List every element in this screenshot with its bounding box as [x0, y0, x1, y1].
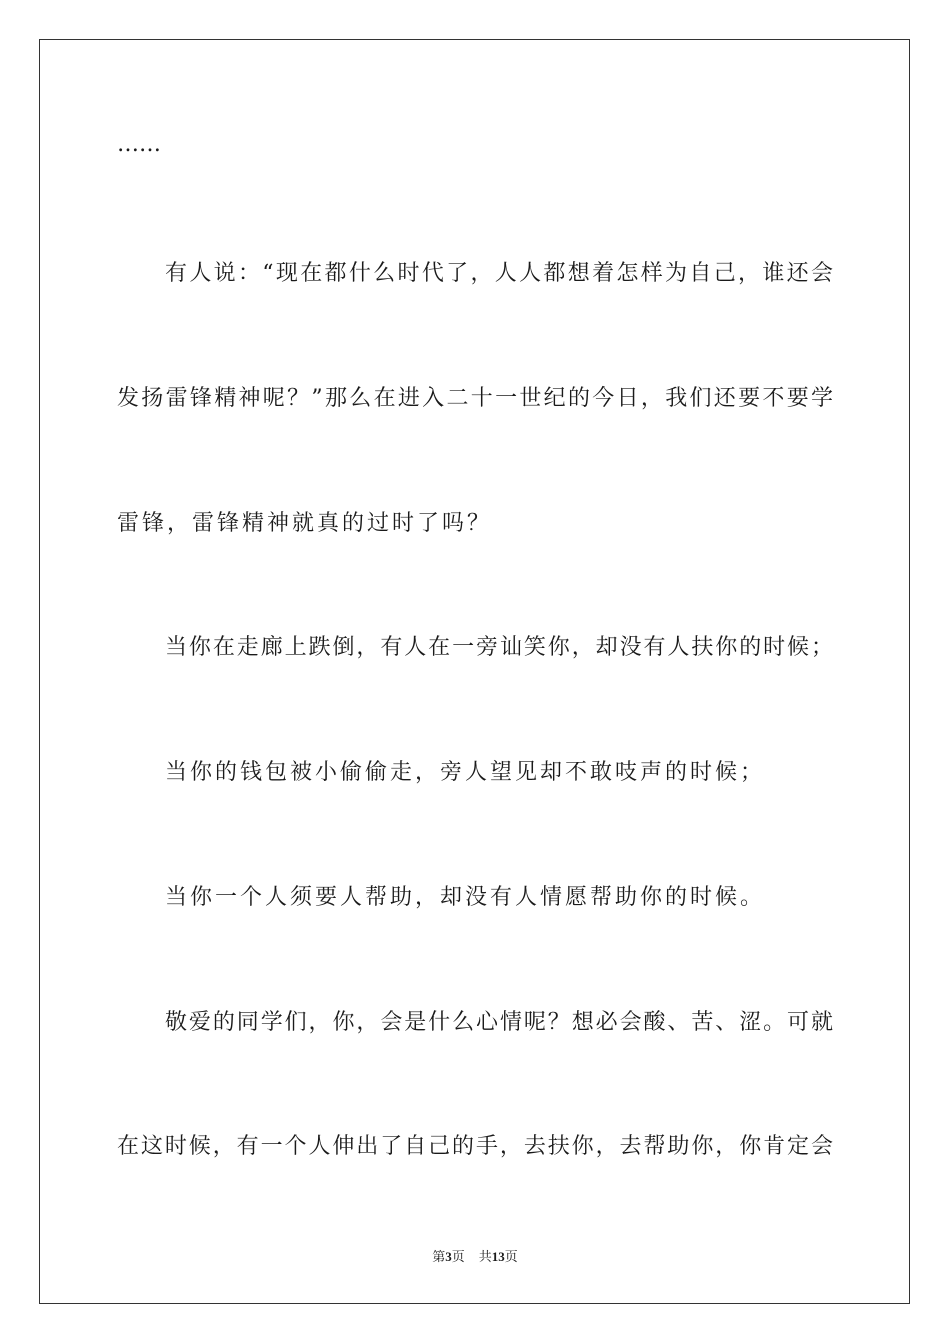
paragraph-4-line: 当你一个人须要人帮助，却没有人情愿帮助你的时候。: [165, 885, 766, 910]
paragraph-1-line-1: 有人说：“现在都什么时代了，人人都想着怎样为自己，谁还会: [165, 261, 833, 286]
page-border: [39, 39, 910, 1304]
paragraph-5-line-1: 敬爱的同学们，你，会是什么心情呢？想必会酸、苦、涩。可就: [165, 1010, 833, 1035]
paragraph-3-line: 当你的钱包被小偷偷走，旁人望见却不敢吱声的时候；: [165, 760, 766, 785]
page-number: 3: [445, 1249, 452, 1264]
page-footer: [0, 1248, 950, 1266]
ellipsis-line: ……: [117, 132, 161, 157]
total-pages-label: 共13页: [478, 1249, 518, 1264]
paragraph-2-line: 当你在走廊上跌倒，有人在一旁讪笑你，却没有人扶你的时候；: [165, 635, 833, 660]
paragraph-1-line-3: 雷锋，雷锋精神就真的过时了吗？: [117, 511, 493, 536]
page-label: 第3页: [432, 1249, 465, 1264]
paragraph-5-line-2: 在这时候，有一个人伸出了自己的手，去扶你，去帮助你，你肯定会: [117, 1134, 833, 1159]
total-pages-number: 13: [491, 1249, 505, 1264]
paragraph-1-line-2: 发扬雷锋精神呢？”那么在进入二十一世纪的今日，我们还要不要学: [117, 386, 833, 411]
